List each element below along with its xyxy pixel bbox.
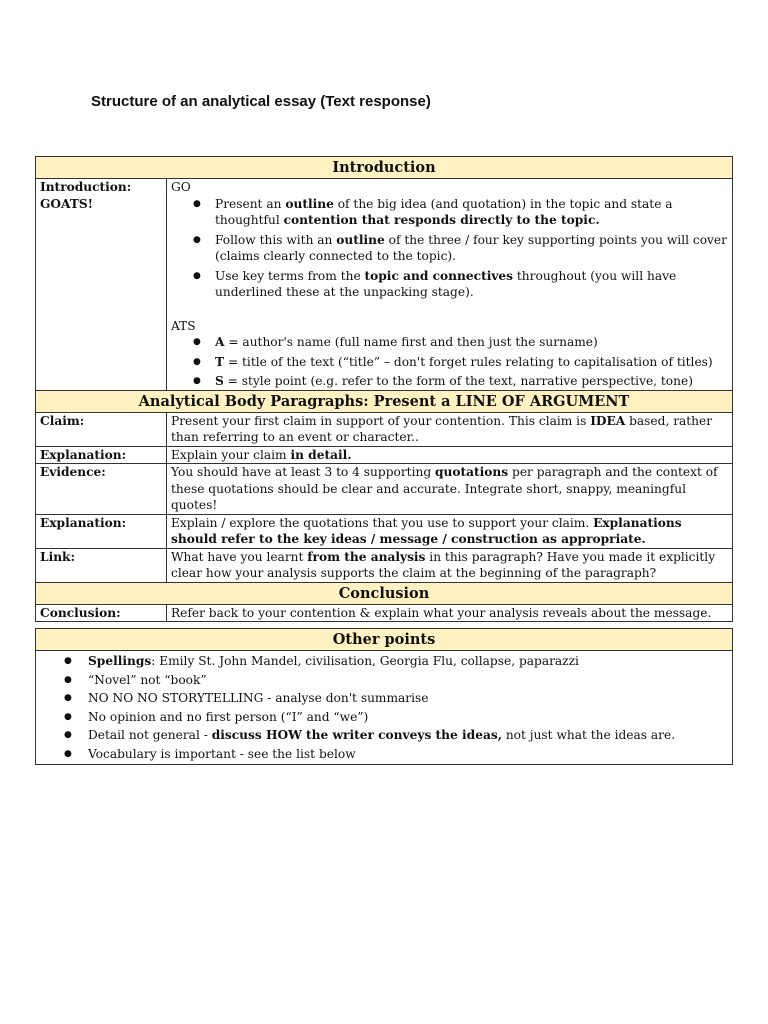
go-label: GO <box>171 180 191 194</box>
claim-text: Present your first claim in support of your contention. This claim is IDEA based, rather than referring to an event or character.. <box>167 412 733 446</box>
goats-label: GOATS! <box>40 196 94 211</box>
ats-label: ATS <box>171 318 196 333</box>
conclusion-text: Refer back to your contention & explain what your analysis reveals about the message. <box>167 604 733 622</box>
other-points-content <box>36 651 733 765</box>
list-item: ● T = title of the text (“title” – don't forget rules relating to capitalisation of titles) <box>215 354 728 371</box>
claim-label: Claim: <box>36 412 167 446</box>
list-item: ● No opinion and no first person (“I” and “we”) <box>88 709 728 726</box>
list-item: ● NO NO NO STORYTELLING - analyse don't summarise <box>88 690 728 707</box>
explanation-text: Explain / explore the quotations that you use to support your claim. Explanations should refer to the key ideas / message / construction as appropriate. <box>167 514 733 548</box>
page-title: Structure of an analytical essay (Text response) <box>91 93 431 110</box>
other-points-list <box>40 653 728 762</box>
table-row <box>36 548 733 582</box>
introduction-label: Introduction: <box>40 180 132 194</box>
explanation-text: Explain your claim in detail. <box>167 446 733 464</box>
introduction-label-cell <box>36 179 167 391</box>
table-row <box>36 604 733 622</box>
explanation-label: Explanation: <box>36 446 167 464</box>
other-points-table <box>35 628 733 765</box>
table-row <box>36 464 733 515</box>
ats-list <box>171 334 728 390</box>
evidence-label: Evidence: <box>36 464 167 515</box>
list-item: ● Vocabulary is important - see the list below <box>88 746 728 763</box>
link-text: What have you learnt from the analysis in this paragraph? Have you made it explicitly clear how your analysis supports the claim at the beginning of the paragraph? <box>167 548 733 582</box>
introduction-header: Introduction <box>36 157 733 179</box>
list-item: ● Spellings: Emily St. John Mandel, civilisation, Georgia Flu, collapse, paparazzi <box>88 653 728 670</box>
introduction-content <box>167 179 733 391</box>
body-paragraphs-header: Analytical Body Paragraphs: Present a LINE OF ARGUMENT <box>36 390 733 412</box>
list-item: ● Use key terms from the topic and connectives throughout (you will have underlined these at the unpacking stage). <box>215 268 728 301</box>
list-item: ● S = style point (e.g. refer to the form of the text, narrative perspective, tone) <box>215 373 728 390</box>
list-item: ● Detail not general - discuss HOW the writer conveys the ideas, not just what the ideas are. <box>88 727 728 744</box>
table-row <box>36 446 733 464</box>
table-row <box>36 412 733 446</box>
conclusion-label: Conclusion: <box>36 604 167 622</box>
conclusion-header: Conclusion <box>36 582 733 604</box>
link-label: Link: <box>36 548 167 582</box>
table-row <box>36 514 733 548</box>
list-item: ● A = author's name (full name first and then just the surname) <box>215 334 728 351</box>
essay-structure-table <box>35 156 733 622</box>
list-item: ● Present an outline of the big idea (and quotation) in the topic and state a thoughtful contention that responds directly to the topic. <box>215 196 728 229</box>
other-points-header: Other points <box>36 629 733 651</box>
explanation-label: Explanation: <box>36 514 167 548</box>
list-item: ● “Novel” not “book” <box>88 672 728 689</box>
go-list <box>171 196 728 301</box>
list-item: ● Follow this with an outline of the three / four key supporting points you will cover (claims clearly connected to the topic). <box>215 232 728 265</box>
evidence-text: You should have at least 3 to 4 supporting quotations per paragraph and the context of these quotations should be clear and accurate. Integrate short, snappy, meaningful quotes! <box>167 464 733 515</box>
